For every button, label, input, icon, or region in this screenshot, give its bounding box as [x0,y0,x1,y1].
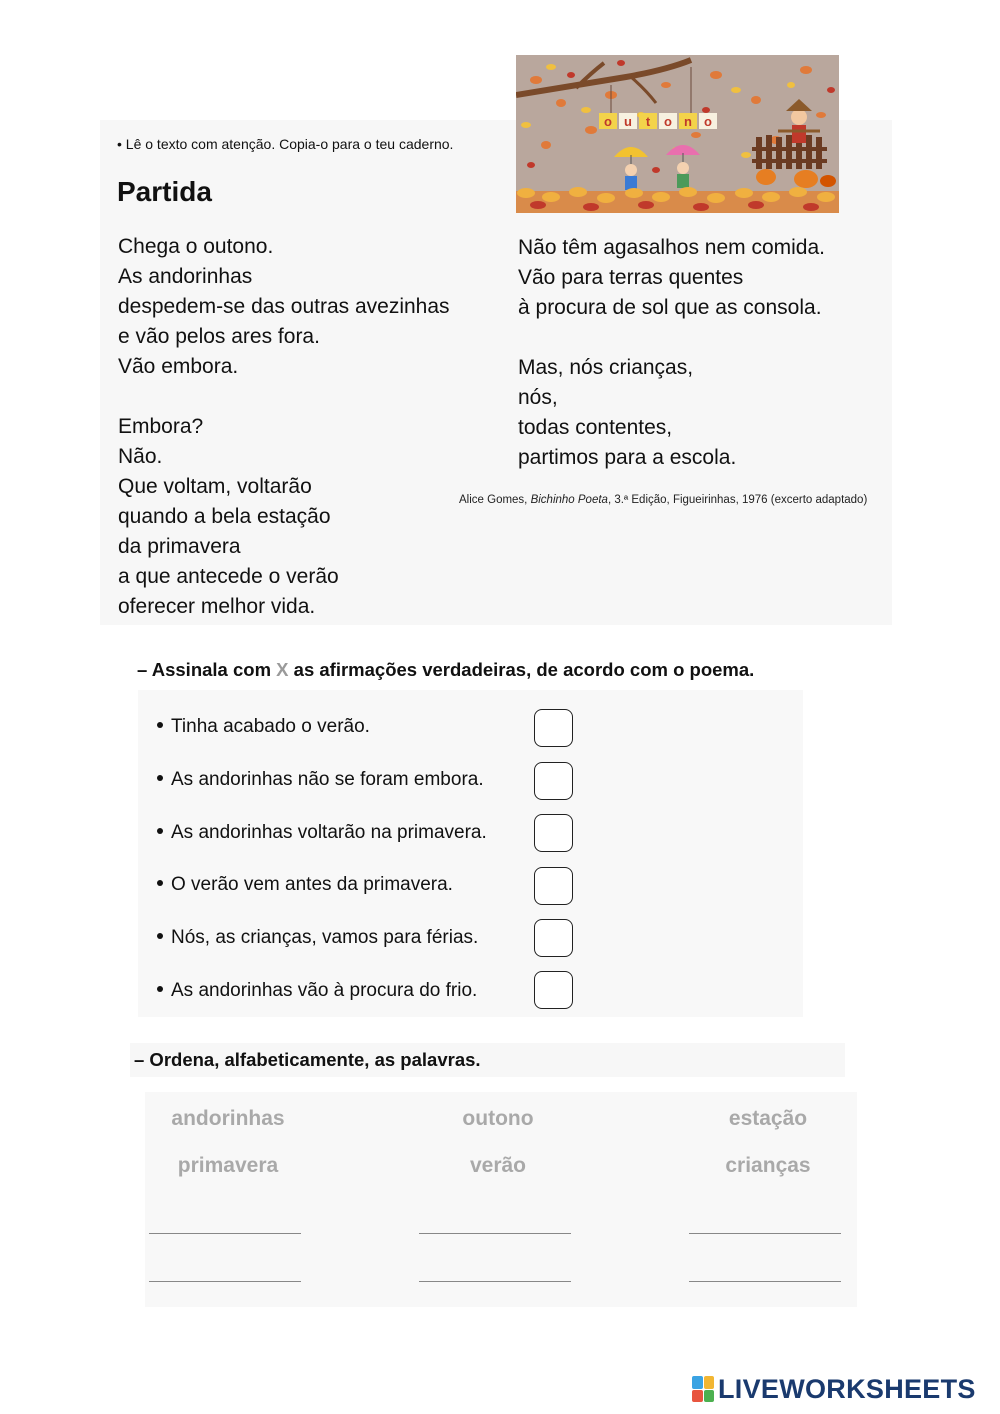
answer-checkbox[interactable] [534,762,573,800]
quiz-title: – Assinala com X as afirmações verdadeiras, de acordo com o poema. [137,659,755,680]
poem-title: Partida [117,176,212,207]
poem-line: partimos para a escola. [518,446,737,469]
word-tile: andorinhas [171,1107,285,1130]
poem-line: Mas, nós crianças, [518,356,694,379]
answer-checkbox[interactable] [534,867,573,905]
sign-letter: u [624,114,632,129]
answer-line [419,1281,571,1282]
word-tile: estação [728,1107,808,1130]
answer-line [689,1281,841,1282]
poem-line: Não. [118,445,163,468]
statement-item: O verão vem antes da primavera. [157,874,453,896]
poem-left-column [118,232,450,622]
brand-icon [692,1376,714,1402]
poem-line: Vão para terras quentes [518,266,744,289]
brand-name: LIVEWORKSHEETS [718,1373,976,1404]
poem-right-column [518,233,825,473]
word-tile: primavera [177,1154,279,1177]
statement-item: As andorinhas vão à procura do frio. [157,980,477,1002]
word-tile: outono [462,1107,534,1130]
answer-field[interactable] [419,1252,571,1280]
poem-line: Que voltam, voltarão [118,475,312,498]
poem-line: As andorinhas [118,265,253,288]
answer-field[interactable] [149,1252,301,1280]
statement-item: As andorinhas não se foram embora. [157,769,484,791]
instruction-text: • Lê o texto com atenção. Copia-o para o teu caderno. [117,136,454,152]
answer-checkbox[interactable] [534,709,573,747]
poem-attribution: Alice Gomes, Bichinho Poeta, 3.ª Edição, Figueirinhas, 1976 (excerto adaptado) [459,494,868,506]
poem-line [518,323,825,353]
bullet-icon [157,775,163,781]
answer-field[interactable] [149,1204,301,1232]
poem-line: Não têm agasalhos nem comida. [518,236,825,259]
bullet-icon [157,722,163,728]
sign-letter: o [704,114,712,129]
autumn-illustration [516,55,839,213]
statement-item: Nós, as crianças, vamos para férias. [157,927,478,949]
bullet-icon [157,933,163,939]
poem-line: oferecer melhor vida. [118,595,316,618]
poem-line: e vão pelos ares fora. [118,325,320,348]
answer-field[interactable] [689,1204,841,1232]
answer-field[interactable] [689,1252,841,1280]
answer-line [149,1281,301,1282]
poem-line: Embora? [118,415,204,438]
bullet-icon [157,880,163,886]
liveworksheets-logo[interactable] [692,1374,976,1404]
answer-line [419,1233,571,1234]
quiz-panel [138,690,803,1017]
poem-line: à procura de sol que as consola. [518,296,822,319]
answer-line [689,1233,841,1234]
answer-checkbox[interactable] [534,814,573,852]
answer-checkbox[interactable] [534,919,573,957]
bullet-icon [157,828,163,834]
answer-field[interactable] [419,1204,571,1232]
order-title: – Ordena, alfabeticamente, as palavras. [134,1049,481,1070]
sign-letter: o [604,114,612,129]
sign-letter: o [664,114,672,129]
word-tile: crianças [725,1154,811,1177]
poem-line: a que antecede o verão [118,565,339,588]
poem-line: da primavera [118,535,241,558]
statement-item: As andorinhas voltarão na primavera. [157,822,487,844]
poem-line: Vão embora. [118,355,239,378]
poem-line: Chega o outono. [118,235,274,258]
poem-line: todas contentes, [518,416,673,439]
poem-line: quando a bela estação [118,505,331,528]
poem-line: despedem-se das outras avezinhas [118,295,450,318]
poem-line [118,382,450,412]
x-mark: X [276,659,289,680]
word-tile: verão [469,1154,527,1177]
answer-line [149,1233,301,1234]
poem-line: nós, [518,386,558,409]
bullet-icon [157,986,163,992]
sign-letter: t [645,114,651,129]
statement-item: Tinha acabado o verão. [157,716,370,738]
answer-checkbox[interactable] [534,971,573,1009]
sign-letter: n [684,114,692,129]
